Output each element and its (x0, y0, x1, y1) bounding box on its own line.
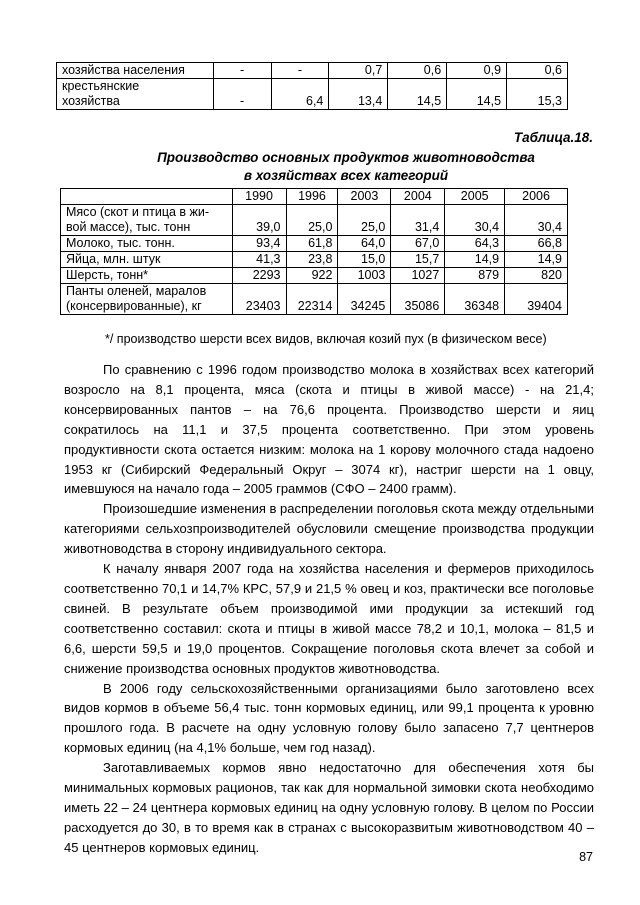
table-title (56, 149, 636, 185)
row-label-line: крестьянские (62, 79, 140, 93)
paragraph: Произошедшие изменения в распределении поголовья скота между отдельными категориями сельхозпроизводителей обусловили смещение производства продукции животноводства в сторону индивидуального сектора. (64, 501, 594, 557)
table-cell: - (213, 63, 271, 79)
table-row (61, 284, 568, 315)
table-row (61, 236, 568, 252)
table-cell: 22314 (286, 284, 338, 315)
table-cell: 61,8 (286, 236, 338, 252)
table-cell: 23,8 (286, 252, 338, 268)
table-cell: 31,4 (391, 205, 445, 236)
table-row (57, 63, 568, 79)
table-cell: 14,5 (388, 79, 447, 110)
paragraph: Заготавливаемых кормов явно недостаточно для обеспечения хотя бы минимальных кормовых рационов, так как для нормальной зимовки скота необходимо иметь 22 – 24 центнера кормовых единиц на одну условную голову. В целом по России расходуется до 30, в то время как в странах с высокоразвитым животноводством 40 – 45 центнеров кормовых единиц. (64, 760, 594, 855)
table-row (57, 79, 568, 110)
header-empty-cell (61, 189, 233, 205)
year-header: 2004 (391, 189, 445, 205)
table-cell: 0,6 (507, 63, 568, 79)
table-cell: 14,9 (445, 252, 505, 268)
row-label (61, 205, 233, 236)
table-row (61, 205, 568, 236)
row-label-line: вой массе), тыс. тонн (66, 220, 191, 234)
row-label (57, 79, 214, 110)
year-header: 2006 (505, 189, 568, 205)
table-cell: 879 (445, 268, 505, 284)
table-row (61, 268, 568, 284)
year-header: 2003 (338, 189, 391, 205)
table-cell: 64,0 (338, 236, 391, 252)
table-cell: 922 (286, 268, 338, 284)
row-label (61, 284, 233, 315)
table-cell: 1003 (338, 268, 391, 284)
year-header: 1990 (232, 189, 286, 205)
table-cell: 14,5 (447, 79, 507, 110)
table-cell: 39404 (505, 284, 568, 315)
row-label-line: Мясо (скот и птица в жи- (66, 205, 210, 219)
paragraph: По сравнению с 1996 годом производство молока в хозяйствах всех категорий возросло на 8,1 процента, мяса (скота и птицы в живой массе) - на 21,4; консервированных пантов – на 76,6 процента. Производство шерсти и яиц сократилось на 11,1 и 37,5 процента соответственно. При этом уровень продуктивности скота остается низким: молока на 1 корову молочного стада надоено 1953 кг (Сибирский Федеральный Округ – 3074 кг), настриг шерсти на 1 овцу, имевшуюся на начало года – 2005 граммов (СФО – 2400 грамм). (64, 362, 594, 497)
row-label-line: (консервированные), кг (66, 299, 202, 313)
row-label: Шерсть, тонн* (61, 268, 233, 284)
row-label-line: Панты оленей, маралов (66, 284, 207, 298)
table-cell: - (271, 63, 329, 79)
table-cell: 0,6 (388, 63, 447, 79)
table-cell: 30,4 (505, 205, 568, 236)
table-cell: 15,7 (391, 252, 445, 268)
table-number: Таблица.18. (513, 130, 593, 145)
table-cell: 25,0 (338, 205, 391, 236)
body-text (64, 360, 594, 858)
table-cell: 36348 (445, 284, 505, 315)
table-cell: 64,3 (445, 236, 505, 252)
table-title-line: в хозяйствах всех категорий (243, 168, 449, 183)
table-cell: 2293 (232, 268, 286, 284)
table-cell: 93,4 (232, 236, 286, 252)
table-title-line: Производство основных продуктов животноводства (157, 150, 535, 165)
paragraph: К началу января 2007 года на хозяйства населения и фермеров приходилось соответственно 70,1 и 14,7% КРС, 57,9 и 21,5 % овец и коз, практически все поголовье свиней. В результате объем производимой ими продукции за истекший год соответственно составил: скота и птицы в живой массе 78,2 и 10,1, молока – 81,5 и 6,6, шерсти 59,5 и 19,0 процентов. Сокращение поголовья скота влечет за собой и снижение производства основных продуктов животноводства. (64, 561, 594, 676)
table-cell: 14,9 (505, 252, 568, 268)
table-cell: 39,0 (232, 205, 286, 236)
table-cell: 1027 (391, 268, 445, 284)
table-cell: 15,0 (338, 252, 391, 268)
table-cell: 67,0 (391, 236, 445, 252)
table-cell: 6,4 (271, 79, 329, 110)
table-row (61, 252, 568, 268)
table-cell: - (213, 79, 271, 110)
table-cell: 23403 (232, 284, 286, 315)
table-cell: 0,7 (329, 63, 388, 79)
row-label: Яйца, млн. штук (61, 252, 233, 268)
table-cell: 35086 (391, 284, 445, 315)
table-footnote: */ производство шерсти всех видов, включая козий пух (в физическом весе) (105, 332, 547, 346)
table-cell: 820 (505, 268, 568, 284)
page-number: 87 (579, 850, 593, 864)
row-label-line: хозяйства (62, 94, 120, 108)
table-cell: 25,0 (286, 205, 338, 236)
row-label: хозяйства населения (57, 63, 214, 79)
table-cell: 41,3 (232, 252, 286, 268)
year-header: 1996 (286, 189, 338, 205)
row-label: Молоко, тыс. тонн. (61, 236, 233, 252)
table-cell: 66,8 (505, 236, 568, 252)
table-cell: 13,4 (329, 79, 388, 110)
table-cell: 30,4 (445, 205, 505, 236)
table-cell: 0,9 (447, 63, 507, 79)
table-cell: 34245 (338, 284, 391, 315)
top-continuation-table (56, 62, 568, 110)
year-header: 2005 (445, 189, 505, 205)
table-header-row (61, 189, 568, 205)
livestock-production-table (60, 188, 568, 315)
table-cell: 15,3 (507, 79, 568, 110)
paragraph: В 2006 году сельскохозяйственными организациями было заготовлено всех видов кормов в объеме 56,4 тыс. тонн кормовых единиц, или 99,1 процента к уровню прошлого года. В расчете на одну условную голову было запасено 7,7 центнеров кормовых единиц (на 4,1% больше, чем год назад). (64, 680, 594, 756)
